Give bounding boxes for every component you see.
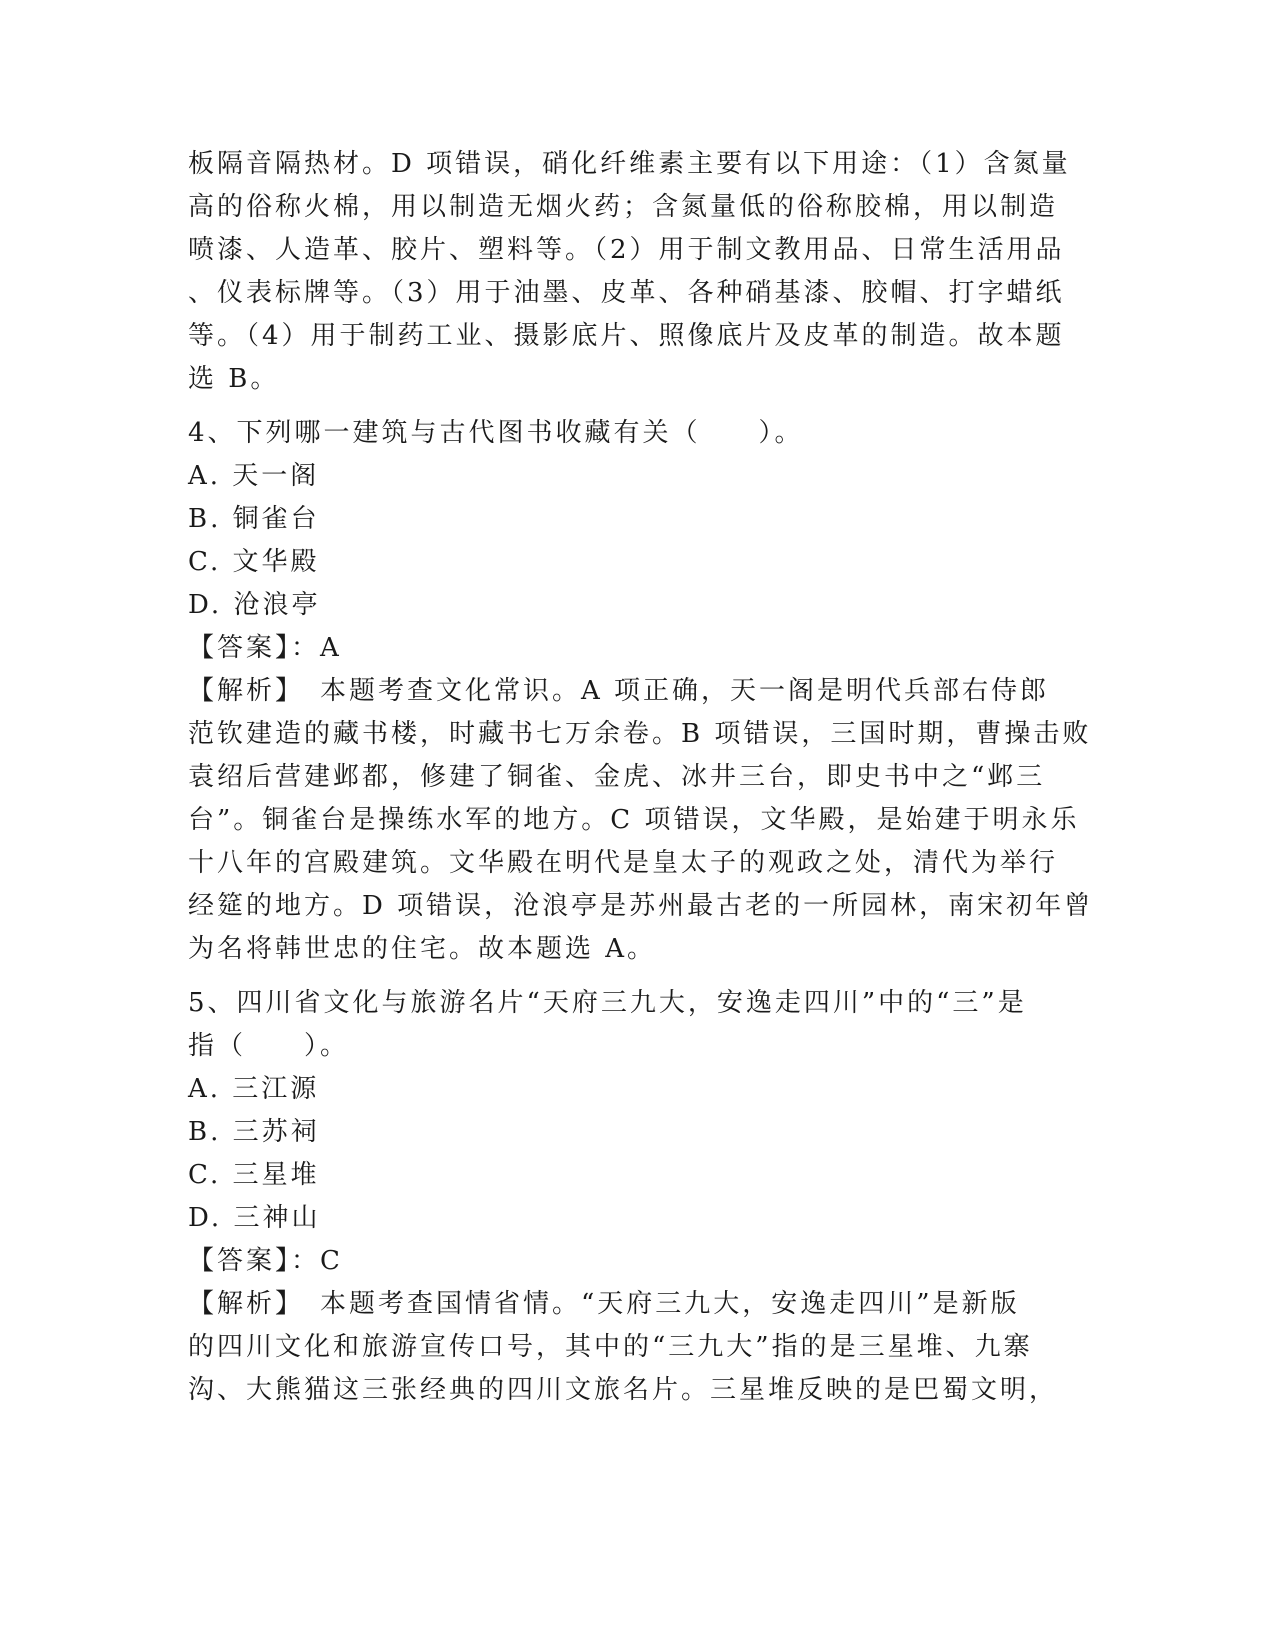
option-d: D. 三神山 [188, 1203, 321, 1233]
text-line: 选 B。 [188, 364, 280, 394]
analysis-line: 经筵的地方。D 项错误，沧浪亭是苏州最古老的一所园林，南宋初年曾 [188, 891, 1094, 921]
analysis-line: 【解析】 本题考查国情省情。“天府三九大，安逸走四川”是新版 [188, 1289, 1020, 1319]
question-stem: 5、四川省文化与旅游名片“天府三九大，安逸走四川”中的“三”是 [188, 988, 1027, 1018]
analysis-line: 为名将韩世忠的住宅。故本题选 A。 [188, 934, 657, 964]
analysis-block [188, 670, 1094, 971]
intro-paragraph [188, 143, 1088, 401]
question-stem: 指（ ）。 [188, 1031, 350, 1061]
text-line: 等。（4）用于制药工业、摄影底片、照像底片及皮革的制造。故本题 [188, 321, 1065, 351]
question-4 [188, 412, 1094, 971]
spacer [188, 401, 1088, 412]
text-line: 喷漆、人造革、胶片、塑料等。（2）用于制文教用品、日常生活用品 [188, 235, 1065, 265]
analysis-block [188, 1283, 1088, 1412]
analysis-line: 袁绍后营建邺都，修建了铜雀、金虎、冰井三台，即史书中之“邺三 [188, 762, 1046, 792]
option-a: A. 天一阁 [188, 461, 320, 491]
option-a: A. 三江源 [188, 1074, 320, 1104]
option-b: B. 三苏祠 [188, 1117, 320, 1147]
analysis-line: 的四川文化和旅游宣传口号，其中的“三九大”指的是三星堆、九寨 [188, 1332, 1033, 1362]
answer-line: 【答案】：C [188, 1246, 343, 1276]
spacer [188, 971, 1088, 982]
analysis-line: 十八年的宫殿建筑。文华殿在明代是皇太子的观政之处，清代为举行 [188, 848, 1059, 878]
text-line: 、仪表标牌等。（3）用于油墨、皮革、各种硝基漆、胶帽、打字蜡纸 [188, 278, 1065, 308]
analysis-line: 【解析】 本题考查文化常识。A 项正确，天一阁是明代兵部右侍郎 [188, 676, 1050, 706]
question-5 [188, 982, 1088, 1412]
document-page [188, 143, 1094, 1412]
analysis-line: 沟、大熊猫这三张经典的四川文旅名片。三星堆反映的是巴蜀文明， [188, 1375, 1059, 1405]
text-line: 板隔音隔热材。D 项错误，硝化纤维素主要有以下用途：（1）含氮量 [188, 149, 1071, 179]
answer-line: 【答案】：A [188, 633, 342, 663]
option-b: B. 铜雀台 [188, 504, 320, 534]
question-stem: 4、下列哪一建筑与古代图书收藏有关（ ）。 [188, 418, 804, 448]
option-c: C. 三星堆 [188, 1160, 320, 1190]
text-line: 高的俗称火棉，用以制造无烟火药；含氮量低的俗称胶棉，用以制造 [188, 192, 1059, 222]
analysis-line: 台”。铜雀台是操练水军的地方。C 项错误，文华殿，是始建于明永乐 [188, 805, 1080, 835]
analysis-line: 范钦建造的藏书楼，时藏书七万余卷。B 项错误，三国时期，曹操击败 [188, 719, 1092, 749]
option-d: D. 沧浪亭 [188, 590, 321, 620]
option-c: C. 文华殿 [188, 547, 320, 577]
